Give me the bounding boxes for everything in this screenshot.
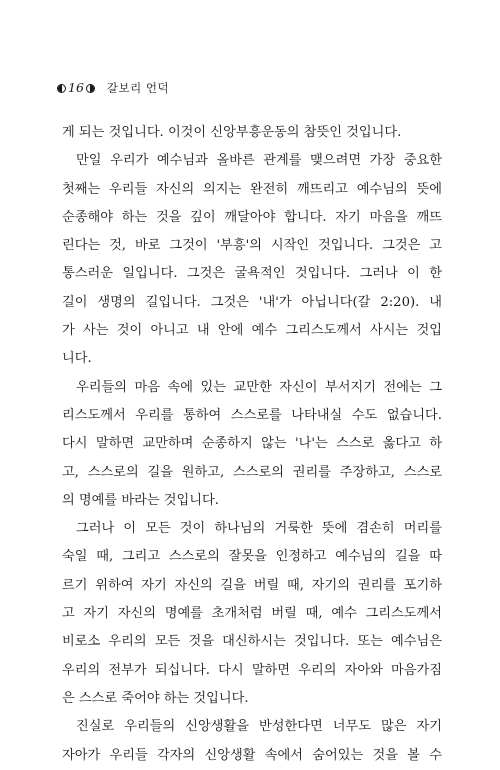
text-line: 가 사는 것이 아니고 내 안에 예수 그리스도께서 사시는 것입 [62, 323, 442, 339]
text-line: 니다. [62, 351, 92, 367]
page-number: 16 [68, 80, 84, 95]
text-line: 순종해야 하는 것을 깊이 깨달아야 합니다. 자기 마음을 깨뜨 [62, 209, 442, 225]
half-circle-right-icon [86, 84, 95, 93]
text-line: 숙일 때, 그리고 스스로의 잘못을 인정하고 예수님의 길을 따 [62, 549, 442, 565]
text-line: 게 되는 것입니다. 이것이 신앙부흥운동의 참뜻인 것입니다. [62, 125, 402, 140]
text-line: 비로소 우리의 모든 것을 대신하시는 것입니다. 또는 예수님은 [62, 634, 442, 650]
text-line: 르기 위하여 자기 자신의 길을 버릴 때, 자기의 권리를 포기하 [62, 577, 442, 593]
chapter-title: 갈보리 언덕 [106, 81, 170, 95]
text-line: 리스도께서 우리를 통하여 스스로를 나타내실 수도 없습니다. [62, 407, 442, 423]
text-line: 만일 우리가 예수님과 올바른 관계를 맺으려면 가장 중요한 [76, 153, 442, 169]
text-line: 은 스스로 죽어야 하는 것입니다. [62, 690, 249, 706]
text-line: 우리의 전부가 되십니다. 다시 말하면 우리의 자아와 마음가짐 [62, 662, 442, 678]
text-line: 다시 말하면 교만하며 순종하지 않는 '나'는 스스로 옳다고 하 [62, 436, 442, 452]
text-line: 자아가 우리들 각자의 신앙생활 속에서 숨어있는 것을 볼 수 [62, 747, 442, 763]
body-text [62, 119, 442, 770]
text-line: 통스러운 일입니다. 그것은 굴욕적인 것입니다. 그러나 이 한 [62, 266, 442, 282]
text-line: 고 자기 자신의 명예를 초개처럼 버릴 때, 예수 그리스도께서 [62, 606, 442, 622]
text-line: 고, 스스로의 길을 원하고, 스스로의 권리를 주장하고, 스스로 [62, 464, 442, 480]
text-line: 그러나 이 모든 것이 하나님의 거룩한 뜻에 겸손히 머리를 [76, 521, 442, 537]
half-circle-left-icon [57, 84, 66, 93]
running-header [57, 80, 169, 96]
text-line: 린다는 것, 바로 그것이 '부흥'의 시작인 것입니다. 그것은 고 [62, 238, 442, 254]
text-line: 의 명예를 바라는 것입니다. [62, 492, 219, 508]
text-line: 우리들의 마음 속에 있는 교만한 자신이 부서지기 전에는 그 [76, 379, 442, 395]
text-line: 진실로 우리들의 신앙생활을 반성한다면 너무도 많은 자기 [76, 719, 442, 735]
text-line: 첫째는 우리들 자신의 의지는 완전히 깨뜨리고 예수님의 뜻에 [62, 181, 442, 197]
text-line: 길이 생명의 길입니다. 그것은 '내'가 아닙니다(갈 2:20). 내 [62, 294, 442, 310]
